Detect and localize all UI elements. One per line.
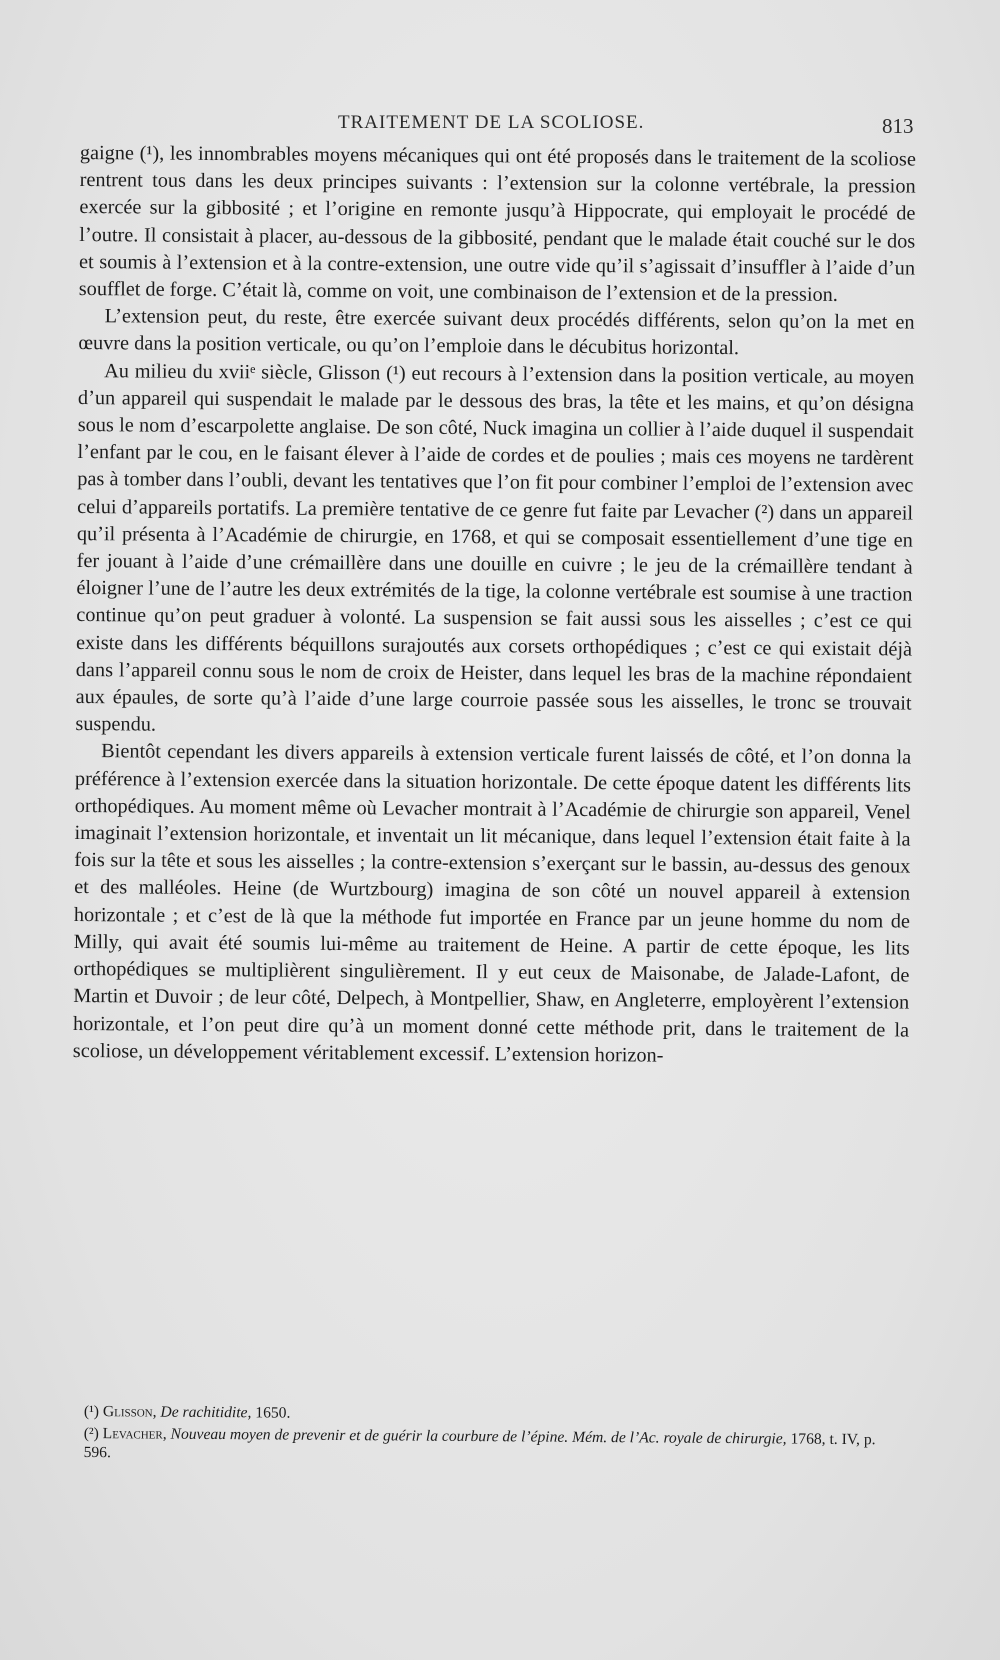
footnote-marker: (²) — [83, 1424, 99, 1443]
body-text — [73, 140, 916, 1071]
footnote-1 — [84, 1402, 900, 1427]
paragraph-vertical-extension-history: Au milieu du xviiᵉ siècle, Glisson (¹) eut recours à l’extension dans la position verticale, au moyen d’un appareil qui suspendait le malade par le dessous des bras, la tête et les mains, et qu’on désigna sous le nom d’escarpolette anglaise. De son côté, Nuck imagina un collier à l’aide duquel il suspendait l’enfant par le cou, en le faisant élever à l’aide de cordes et de poulies ; mais ces moyens ne tardèrent pas à tomber dans l’oubli, devant les tentatives que l’on fit pour combiner l’emploi de l’extension avec celui d’appareils portatifs. La première tentative de ce genre fut faite par Levacher (²) dans un appareil qu’il présenta à l’Académie de chirurgie, en 1768, et qui se composait essentiellement d’une tige en fer jouant à l’aide d’une crémaillère dans une douille en cuivre ; le jeu de la crémaillère tendant à éloigner l’une de l’autre les deux extrémités de la tige, la colonne vertébrale est soumise à une traction continue qu’on peut graduer à volonté. La suspension se fait aussi sous les aisselles ; c’est ce qui existe dans les différents béquillons surajoutés aux corsets orthopédiques ; c’est ce qui existait déjà dans l’appareil connu sous le nom de croix de Heister, dans lequel les bras de la machine répondaient aux épaules, de sorte qu’à l’aide d’une large courroie passée sous les aisselles, le tronc se trouvait suspendu. — [75, 359, 915, 736]
footnote-reference: 1650. — [255, 1404, 291, 1422]
page-number: 813 — [882, 114, 914, 138]
footnotes — [84, 1402, 900, 1468]
running-head — [0, 112, 1000, 140]
footnote-2 — [84, 1424, 900, 1468]
paragraph-horizontal-extension-history: Bientôt cependant les divers appareils à extension verticale furent laissés de côté, et l’on donna la préférence à l’extension exercée dans la situation horizontale. De cette époque datent les différents lits orthopédiques. Au moment même où Levacher montrait à l’Académie de chirurgie son appareil, Venel imaginait l’extension horizontale, et inventait un lit mécanique, dans lequel l’extension était faite à la fois sur la tête et sous les aisselles ; la contre-extension s’exerçant sur le bassin, au-dessus des genoux et des malléoles. Heine (de Wurtzbourg) imagina de son côté un nouvel appareil à extension horizontale ; et c’est de là que la méthode fut importée en France par un jeune homme du nom de Milly, qui avait été soumis lui-même au traitement de Heine. A partir de cette époque, les lits orthopédiques se multiplièrent singulièrement. Il y eut ceux de Maisonabe, de Jalade-Lafont, de Martin et Duvoir ; de leur côté, Delpech, à Montpellier, Shaw, en Angleterre, employèrent l’extension horizontale, et l’on peut dire qu’à un moment donné cette méthode prit, dans le traitement de la scoliose, un développement véritablement excessif. L’extension horizon- — [72, 740, 912, 1067]
paragraph-continuation: gaigne (¹), les innombrables moyens mécaniques qui ont été proposés dans le traitement de la scoliose rentrent tous dans les deux principes suivants : l’extension sur la colonne vertébrale, la pression exercée sur la gibbosité ; et l’origine en remonte jusqu’à Hippocrate, qui employait le procédé de l’outre. Il consistait à placer, au-dessous de la gibbosité, pendant que le malade était couché sur le dos et soumis à l’extension et à la contre-extension, une outre vide qu’il s’agissait d’insuffler à l’aide d’un soufflet de forge. C’était là, comme on voit, une combinaison de l’extension et de la pression. — [78, 141, 916, 306]
footnote-work-title: Nouveau moyen de prevenir et de guérir la courbure de l’épine. Mém. de l’Ac. royale de chirurgie, — [170, 1425, 787, 1448]
footnote-marker: (¹) — [83, 1403, 100, 1421]
footnote-work-title: De rachitidite, — [160, 1403, 252, 1422]
paragraph-extension-procedures: L’extension peut, du reste, être exercée suivant deux procédés différents, selon qu’on la met en œuvre dans la position verticale, ou qu’on l’emploie dans le décubitus horizontal. — [78, 305, 915, 360]
footnote-author: Levacher, — [102, 1425, 167, 1443]
running-head-title: TRAITEMENT DE LA SCOLIOSE. — [338, 112, 645, 133]
footnote-reference: 1768, t. IV, p. 596. — [83, 1430, 876, 1462]
footnote-author: Glisson, — [102, 1403, 157, 1421]
